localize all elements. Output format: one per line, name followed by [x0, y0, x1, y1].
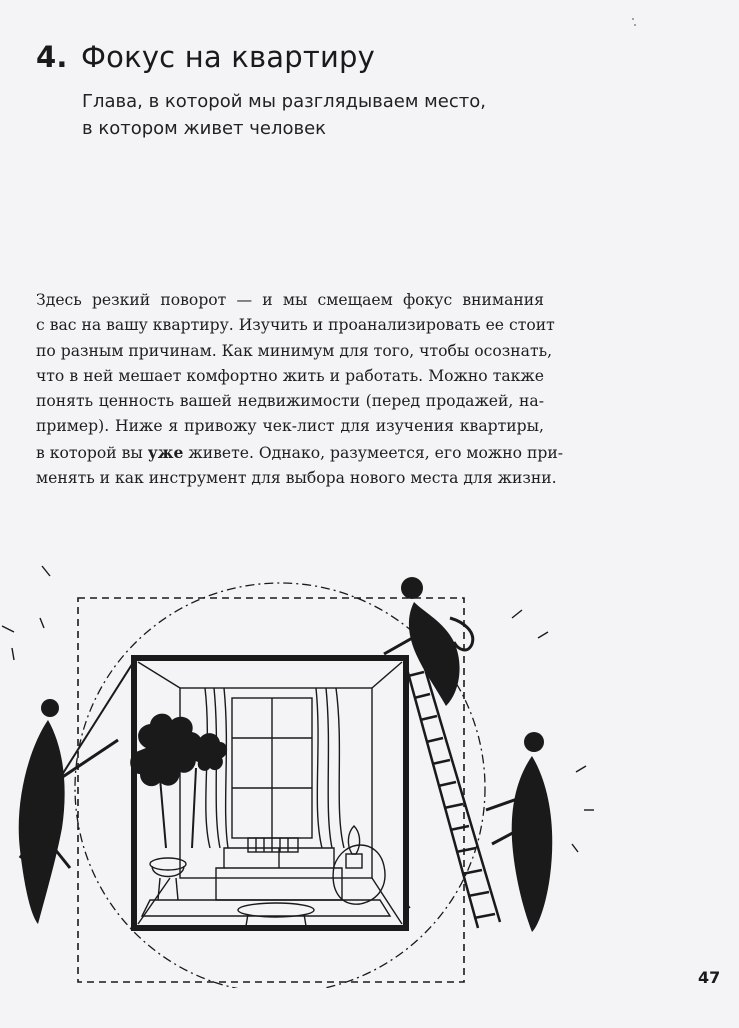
body-line: по разным причинам. Как минимум для того, чтобы осознать, — [36, 341, 553, 360]
body-paragraph — [36, 288, 564, 491]
chapter-subtitle — [82, 88, 486, 142]
chapter-heading — [36, 40, 375, 74]
body-text-segment: в которой вы — [36, 443, 148, 462]
left-figure — [19, 699, 70, 924]
body-line: понять ценность вашей недвижимости (перед продажей, на- — [36, 392, 544, 411]
paper-speck — [632, 18, 634, 20]
pointer-stick — [60, 658, 136, 778]
apartment-illustration — [0, 548, 600, 988]
page-number: 47 — [698, 968, 721, 987]
right-figure — [486, 732, 552, 932]
body-text-segment: живете. Однако, разумеется, его можно при- — [183, 443, 564, 462]
body-line: что в ней мешает комфортно жить и работать. Можно также — [36, 366, 544, 385]
body-line: пример). Ниже я привожу чек-лист для изучения квартиры, — [36, 417, 544, 436]
chapter-title: Фокус на квартиру — [81, 40, 375, 74]
paper-speck — [634, 24, 636, 26]
subtitle-line: Глава, в которой мы разглядываем место, — [82, 91, 486, 112]
body-line: с вас на вашу квартиру. Изучить и проанализировать ее стоит — [36, 316, 555, 335]
body-line — [36, 440, 564, 466]
body-line: Здесь резкий поворот — и мы смещаем фокус внимания — [36, 291, 544, 309]
body-line: менять и как инструмент для выбора нового места для жизни. — [36, 469, 557, 488]
subtitle-line: в котором живет человек — [82, 118, 327, 139]
emphasis-word: уже — [147, 442, 184, 462]
chapter-number: 4. — [36, 40, 68, 74]
